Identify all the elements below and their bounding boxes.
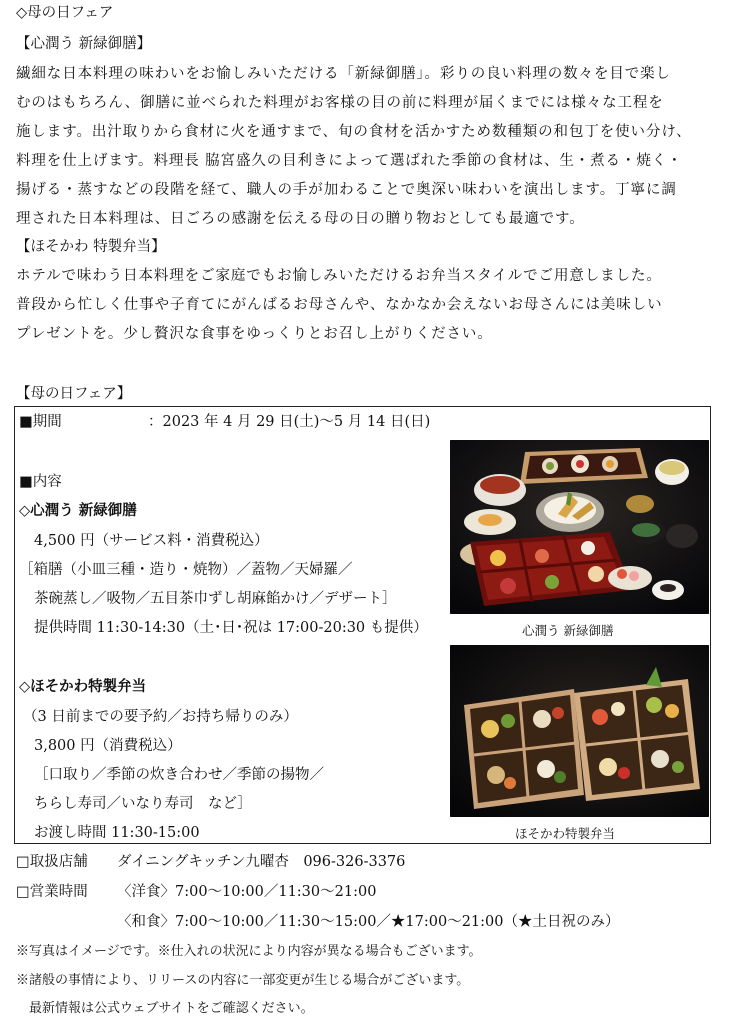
- store-label: □取扱店舗: [16, 854, 88, 870]
- note-line: ※諸般の事情により、リリースの内容に一部変更が生じる場合がございます。: [16, 973, 470, 988]
- item2-note: （3 日前までの要予約／お持ち帰りのみ）: [23, 709, 298, 725]
- item2-menu-line: ［口取り／季節の炊き合わせ／季節の揚物／: [34, 767, 324, 783]
- bento-photo: [450, 645, 709, 817]
- page-heading: ◇母の日フェア: [16, 5, 114, 21]
- bento-caption: ほそかわ特製弁当: [515, 826, 616, 841]
- section1-line: 料理を仕上げます。料理長 脇宮盛久の目利きによって選ばれた季節の食材は、生・煮る・焼く・: [16, 153, 683, 169]
- item2-menu-line: ちらし寿司／いなり寿司 など］: [34, 796, 252, 812]
- section1-line: むのはもちろん、御膳に並べられた料理がお客様の目の前に料理が届くまでには様々な工程を: [16, 95, 664, 111]
- section2-title: 【ほそかわ 特製弁当】: [16, 239, 166, 255]
- hours-label: □営業時間: [16, 884, 88, 900]
- bento-photo-illustration: [450, 645, 709, 817]
- section1-line: 繊細な日本料理の味わいをお愉しみいただける「新緑御膳」。彩りの良い料理の数々を目で楽し: [16, 66, 671, 82]
- gozen-photo-illustration: [450, 440, 709, 614]
- fair-details-box: [14, 406, 711, 844]
- section2-line: 普段から忙しく仕事や子育てにがんばるお母さんや、なかなか会えないお母さんには美味しい: [16, 297, 663, 313]
- section1-line: 理された日本料理は、日ごろの感謝を伝える母の日の贈り物おとしても最適です。: [16, 211, 585, 227]
- item1-name: ◇心潤う 新緑御膳: [19, 502, 137, 519]
- fair-label: 【母の日フェア】: [16, 386, 132, 402]
- section2-line: ホテルで味わう日本料理をご家庭でもお愉しみいただけるお弁当スタイルでご用意しました。: [16, 268, 662, 284]
- section1-line: 施します。出汁取りから食材に火を通すまで、旬の食材を活かすため数種類の和包丁を使い分け、: [16, 124, 692, 140]
- note-line: ※写真はイメージです。※仕入れの状況により内容が異なる場合もございます。: [16, 944, 482, 959]
- item1-price: 4,500 円（サービス料・消費税込）: [34, 533, 269, 549]
- content-label: ■内容: [19, 474, 62, 490]
- item1-menu-line: 茶碗蒸し／吸物／五目茶巾ずし胡麻餡かけ／デザート］: [34, 591, 397, 607]
- store-value: ダイニングキッチン九曜杏 096-326-3376: [117, 854, 406, 870]
- hours-western: 〈洋食〉7:00～10:00／11:30～21:00: [117, 884, 377, 900]
- item1-menu-line: ［箱膳（小皿三種・造り・焼物）／蓋物／天婦羅／: [19, 562, 353, 578]
- item2-name: ◇ほそかわ特製弁当: [19, 678, 147, 695]
- section1-title: 【心潤う 新緑御膳】: [16, 36, 152, 52]
- gozen-caption: 心潤う 新緑御膳: [522, 623, 614, 638]
- period-value: ：2023 年 4 月 29 日(土)～5 月 14 日(日): [148, 414, 431, 430]
- gozen-photo: [450, 440, 709, 614]
- period-label: ■期間: [19, 414, 62, 430]
- section2-line: プレゼントを。少し贅沢な食事をゆっくりとお召し上がりください。: [16, 326, 493, 342]
- item2-time: お渡し時間 11:30-15:00: [34, 825, 200, 841]
- item1-time: 提供時間 11:30-14:30（土･日･祝は 17:00-20:30 も提供）: [34, 620, 428, 636]
- item2-price: 3,800 円（消費税込）: [34, 738, 182, 754]
- section1-line: 揚げる・蒸すなどの段階を経て、職人の手が加わることで奥深い味わいを演出します。丁寧に調: [16, 182, 677, 198]
- note-line: 最新情報は公式ウェブサイトをご確認ください。: [16, 1001, 314, 1016]
- hours-japanese: 〈和食〉7:00～10:00／11:30～15:00／★17:00～21:00（★土日祝のみ）: [117, 914, 620, 930]
